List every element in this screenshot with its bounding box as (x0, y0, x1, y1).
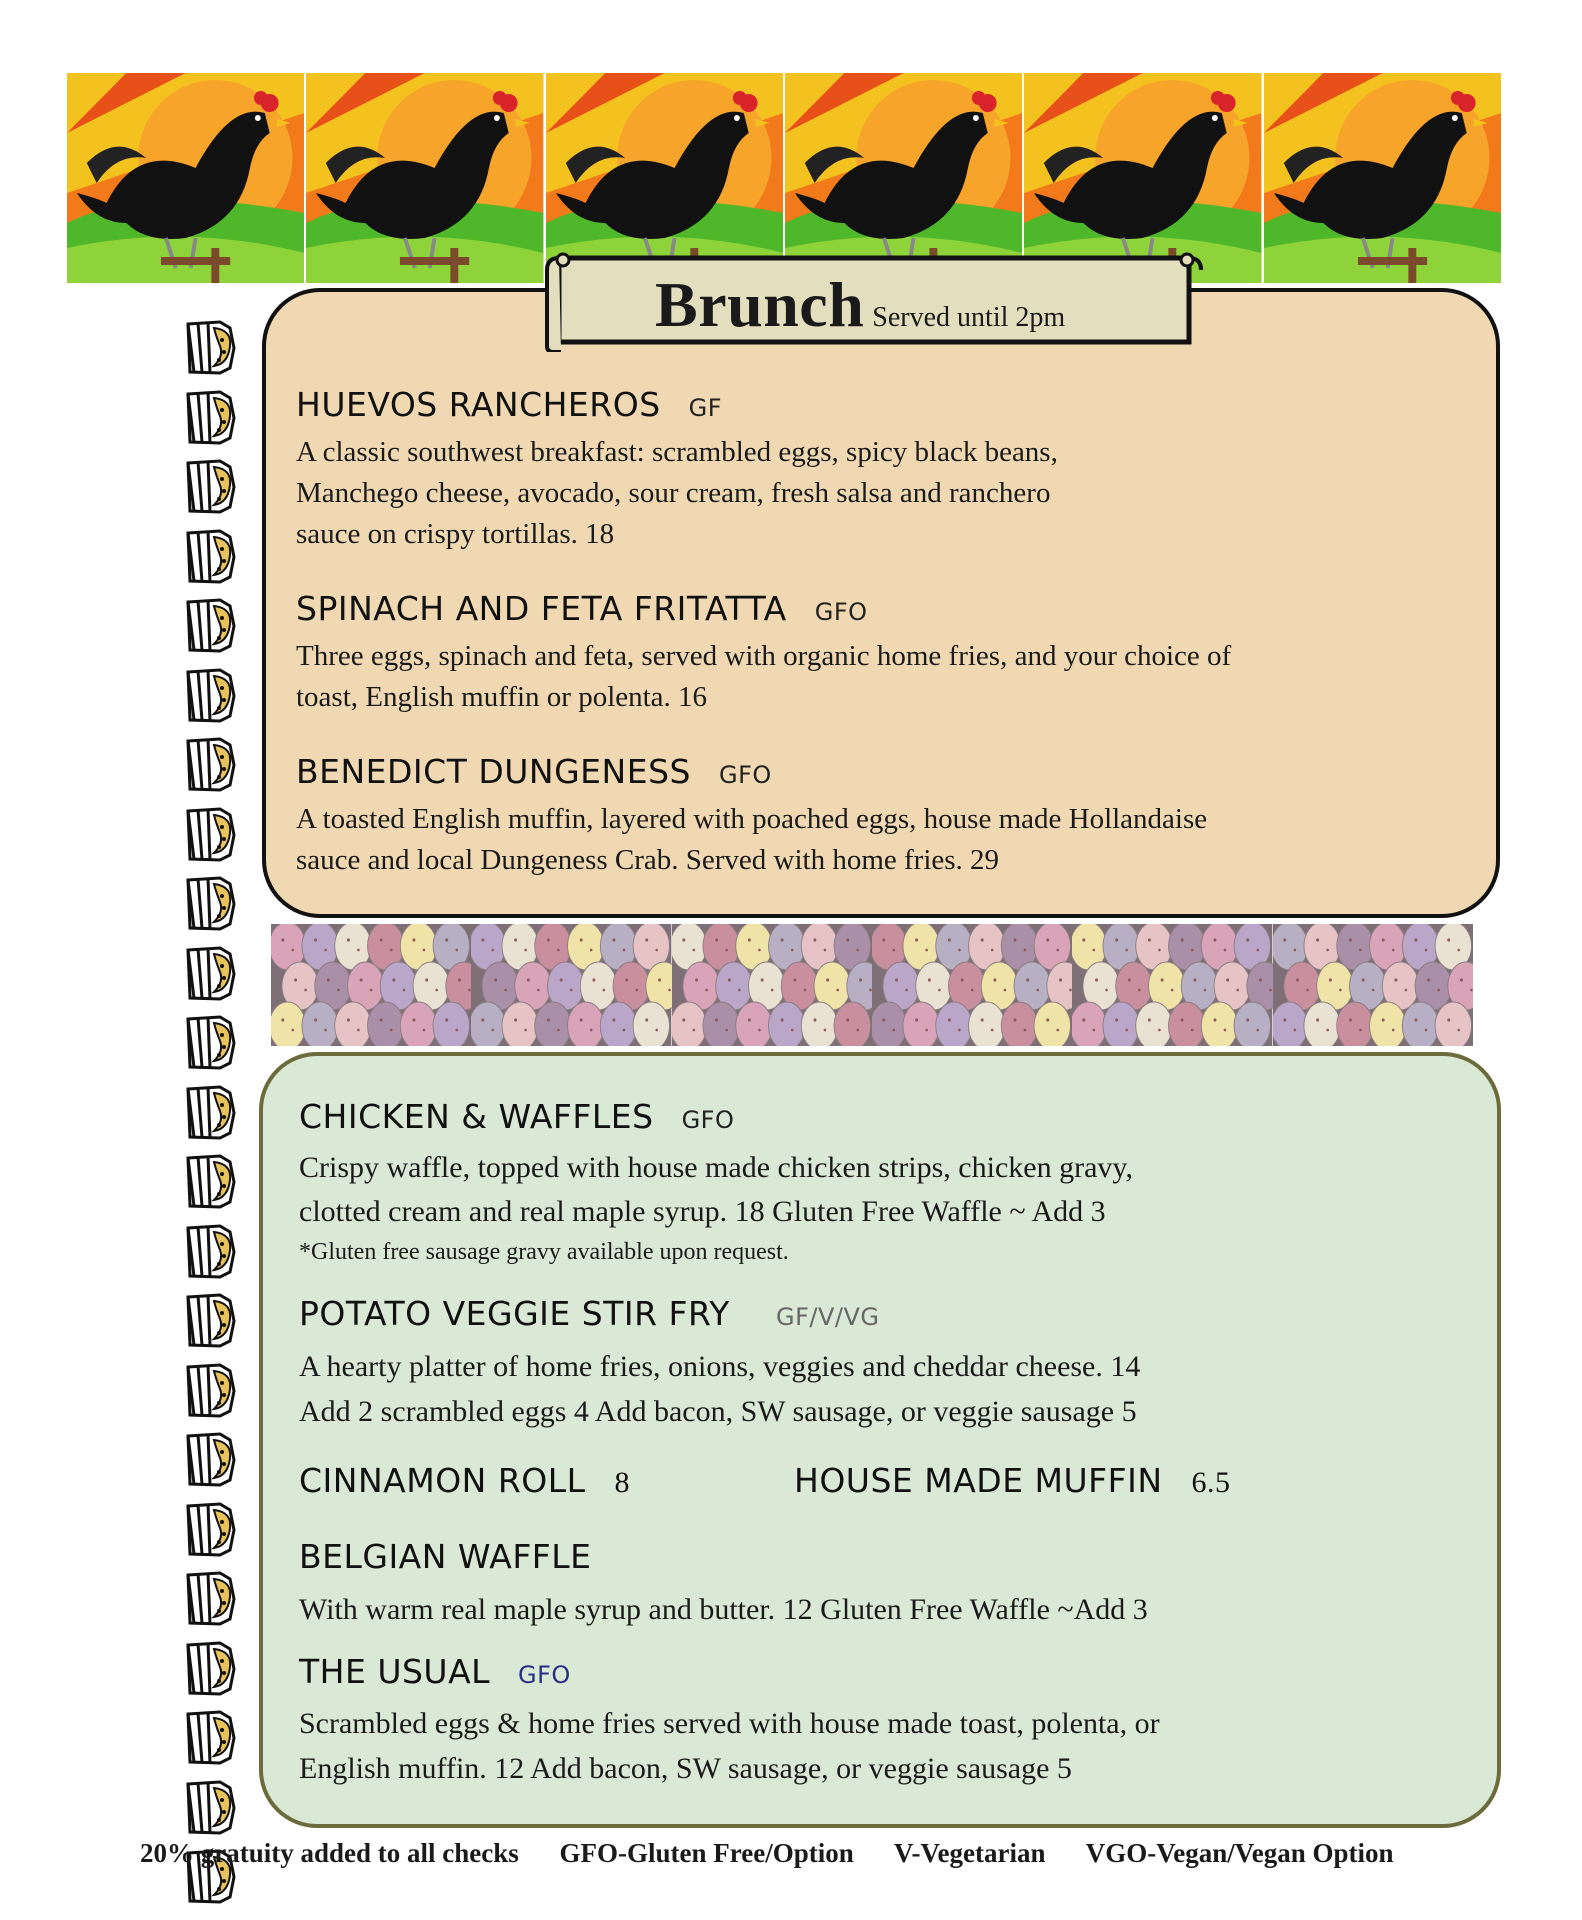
item-title: THE USUAL (299, 1652, 491, 1691)
item-price: 6.5 (1191, 1466, 1231, 1499)
binder-ring-icon (180, 1291, 242, 1349)
binder-ring-icon (180, 596, 242, 654)
footer-legend (140, 1838, 1394, 1869)
item-price: 8 (614, 1466, 631, 1499)
speckled-eggs-image (471, 924, 671, 1046)
item-desc-fritatta (296, 636, 1231, 718)
binder-ring-icon (180, 388, 242, 446)
legend-vgo: VGO-Vegan/Vegan Option (1085, 1838, 1394, 1868)
desc-line: Three eggs, spinach and feta, served with organic home fries, and your choice of (296, 640, 1232, 672)
item-desc-huevos (296, 432, 1058, 555)
legend-v: V-Vegetarian (894, 1838, 1046, 1868)
speckled-eggs-image (1273, 924, 1473, 1046)
desc-line: Scrambled eggs & home fries served with house made toast, polenta, or (299, 1707, 1160, 1740)
speckled-eggs-image (872, 924, 1072, 1046)
desc-line: English muffin. 12 Add bacon, SW sausage, or veggie sausage 5 (299, 1752, 1072, 1785)
rooster-image (1264, 73, 1501, 283)
item-name-chicken (299, 1097, 734, 1136)
desc-line: clotted cream and real maple syrup. 18 Gluten Free Waffle ~ Add 3 (299, 1195, 1106, 1228)
binder-ring-icon (180, 1152, 242, 1210)
desc-line: With warm real maple syrup and butter. 12 Gluten Free Waffle ~Add 3 (299, 1593, 1148, 1626)
speckled-eggs-image (672, 924, 872, 1046)
item-title: CINNAMON ROLL (299, 1461, 586, 1500)
diet-tag: GFO (718, 761, 772, 789)
item-name-fritatta (296, 589, 868, 628)
desc-line: Manchego cheese, avocado, sour cream, fresh salsa and ranchero (296, 477, 1051, 509)
desc-line: Add 2 scrambled eggs 4 Add bacon, SW sausage, or veggie sausage 5 (299, 1395, 1137, 1428)
item-name-cinnamon (299, 1461, 630, 1500)
page-subtitle: Served until 2pm (872, 302, 1066, 333)
diet-tag: GF (688, 394, 723, 422)
item-desc-chicken (299, 1146, 1133, 1270)
speckled-eggs-image (1072, 924, 1272, 1046)
item-name-potato (299, 1294, 879, 1333)
item-name-usual (299, 1652, 571, 1691)
item-name-benedict (296, 752, 772, 791)
binder-ring-icon (180, 1778, 242, 1836)
binder-ring-icon (180, 318, 242, 376)
item-title: CHICKEN & WAFFLES (299, 1097, 654, 1136)
binder-ring-icon (180, 457, 242, 515)
diet-tag: GFO (681, 1106, 735, 1134)
gratuity-note: 20% gratuity added to all checks (140, 1838, 519, 1868)
binder-ring-icon (180, 1430, 242, 1488)
speckled-eggs-image (271, 924, 471, 1046)
binder-ring-icon (180, 1083, 242, 1141)
binder-ring-icon (180, 1222, 242, 1280)
binder-ring-icon (180, 1569, 242, 1627)
item-name-belgian (299, 1537, 592, 1576)
item-title: HUEVOS RANCHEROS (296, 385, 661, 424)
item-desc-benedict (296, 799, 1207, 881)
binder-ring-icon (180, 1500, 242, 1558)
binder-ring-icon (180, 944, 242, 1002)
gravy-note: *Gluten free sausage gravy available upon request. (299, 1239, 789, 1265)
item-title: SPINACH AND FETA FRITATTA (296, 589, 787, 628)
binder-ring-icon (180, 874, 242, 932)
page-title: Brunch (655, 269, 865, 340)
binder-ring-icon (180, 1708, 242, 1766)
desc-line: sauce and local Dungeness Crab. Served with home fries. 29 (296, 844, 1000, 876)
item-desc-potato (299, 1344, 1140, 1434)
binder-ring-icon (180, 735, 242, 793)
rooster-image (306, 73, 543, 283)
item-desc-belgian (299, 1588, 1148, 1632)
binder-ring-icon (180, 1361, 242, 1419)
binder-ring-icon (180, 1639, 242, 1697)
binder-ring-icon (180, 1013, 242, 1071)
item-name-huevos (296, 385, 722, 424)
diet-tag: GFO (518, 1661, 571, 1689)
binder-ring-icon (180, 527, 242, 585)
binder-ring-icon (180, 666, 242, 724)
item-title: BENEDICT DUNGENESS (296, 752, 691, 791)
legend-gfo: GFO-Gluten Free/Option (559, 1838, 854, 1868)
item-title: HOUSE MADE MUFFIN (794, 1461, 1163, 1500)
title-scroll (545, 248, 1203, 352)
desc-line: Crispy waffle, topped with house made chicken strips, chicken gravy, (299, 1151, 1133, 1184)
desc-line: A classic southwest breakfast: scrambled eggs, spicy black beans, (296, 436, 1058, 468)
rooster-image (67, 73, 304, 283)
diet-tag: GFO (814, 598, 868, 626)
item-name-muffin (794, 1461, 1231, 1500)
desc-line: sauce on crispy tortillas. 18 (296, 518, 615, 550)
desc-line: A toasted English muffin, layered with poached eggs, house made Hollandaise (296, 803, 1208, 835)
binder-ring-icon (180, 805, 242, 863)
item-title: BELGIAN WAFFLE (299, 1537, 592, 1576)
item-desc-usual (299, 1701, 1160, 1791)
desc-line: toast, English muffin or polenta. 16 (296, 681, 708, 713)
speckled-eggs-strip (271, 924, 1473, 1046)
desc-line: A hearty platter of home fries, onions, veggies and cheddar cheese. 14 (299, 1350, 1141, 1383)
diet-tag: GF/V/VG (775, 1303, 880, 1331)
item-title: POTATO VEGGIE STIR FRY (299, 1294, 730, 1333)
